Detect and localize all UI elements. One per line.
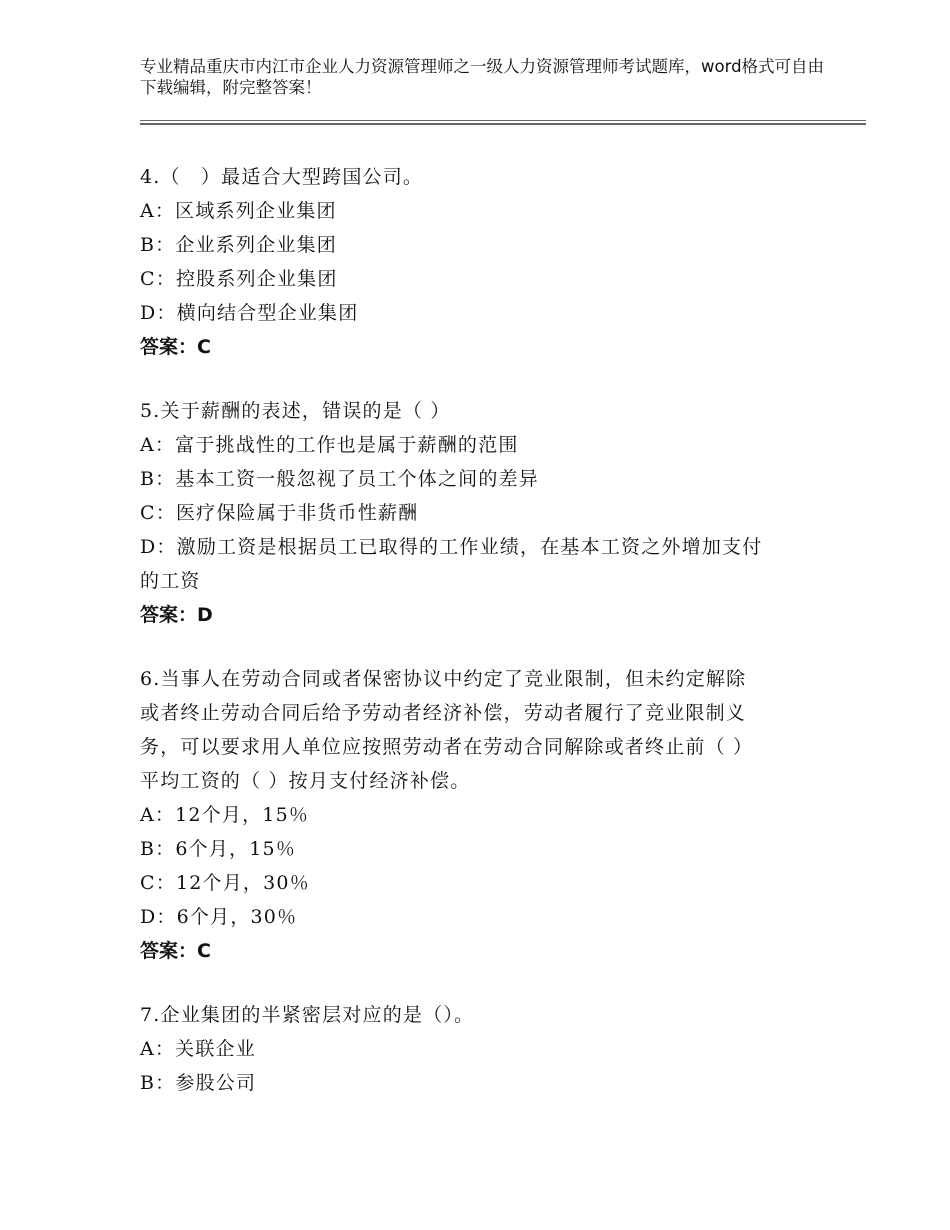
question-stem: 7.企业集团的半紧密层对应的是（）。 xyxy=(140,1004,475,1026)
document-header xyxy=(140,56,840,98)
question-stem: 6.当事人在劳动合同或者保密协议中约定了竞业限制，但未约定解除 xyxy=(140,668,747,690)
answer-option: A：区域系列企业集团 xyxy=(140,200,337,222)
answer-option: 的工资 xyxy=(140,570,201,592)
answer-option: C：12个月，30％ xyxy=(140,872,310,894)
answer-key: 答案：D xyxy=(140,604,213,626)
answer-option: D：横向结合型企业集团 xyxy=(140,302,359,324)
answer-option: D：激励工资是根据员工已取得的工作业绩，在基本工资之外增加支付 xyxy=(140,536,763,558)
answer-option: B：6个月，15％ xyxy=(140,838,297,860)
question-block xyxy=(140,394,820,632)
question-stem: 5.关于薪酬的表述，错误的是（ ） xyxy=(140,400,451,422)
answer-option: A：关联企业 xyxy=(140,1038,256,1060)
question-block xyxy=(140,662,820,968)
answer-option: A：12个月，15％ xyxy=(140,804,310,826)
answer-key: 答案：C xyxy=(140,940,211,962)
header-title: 专业精品重庆市内江市企业人力资源管理师之一级人力资源管理师考试题库，word格式可自由下载编辑，附完整答案！ xyxy=(140,57,825,97)
question-stem: 4.（ ）最适合大型跨国公司。 xyxy=(140,166,424,188)
answer-option: B：参股公司 xyxy=(140,1072,257,1094)
header-divider-thin xyxy=(140,120,866,121)
question-block xyxy=(140,998,820,1100)
question-block xyxy=(140,160,820,364)
header-divider-thick xyxy=(140,123,866,125)
answer-option: C：医疗保险属于非货币性薪酬 xyxy=(140,502,419,524)
answer-option: B：基本工资一般忽视了员工个体之间的差异 xyxy=(140,468,539,490)
question-list xyxy=(140,160,820,1130)
answer-key: 答案：C xyxy=(140,336,211,358)
question-stem: 或者终止劳动合同后给予劳动者经济补偿，劳动者履行了竞业限制义 xyxy=(140,702,747,724)
question-stem: 平均工资的（ ）按月支付经济补偿。 xyxy=(140,770,471,792)
question-stem: 务，可以要求用人单位应按照劳动者在劳动合同解除或者终止前（ ） xyxy=(140,736,754,758)
answer-option: B：企业系列企业集团 xyxy=(140,234,337,256)
answer-option: C：控股系列企业集团 xyxy=(140,268,338,290)
answer-option: D：6个月，30％ xyxy=(140,906,298,928)
answer-option: A：富于挑战性的工作也是属于薪酬的范围 xyxy=(140,434,519,456)
